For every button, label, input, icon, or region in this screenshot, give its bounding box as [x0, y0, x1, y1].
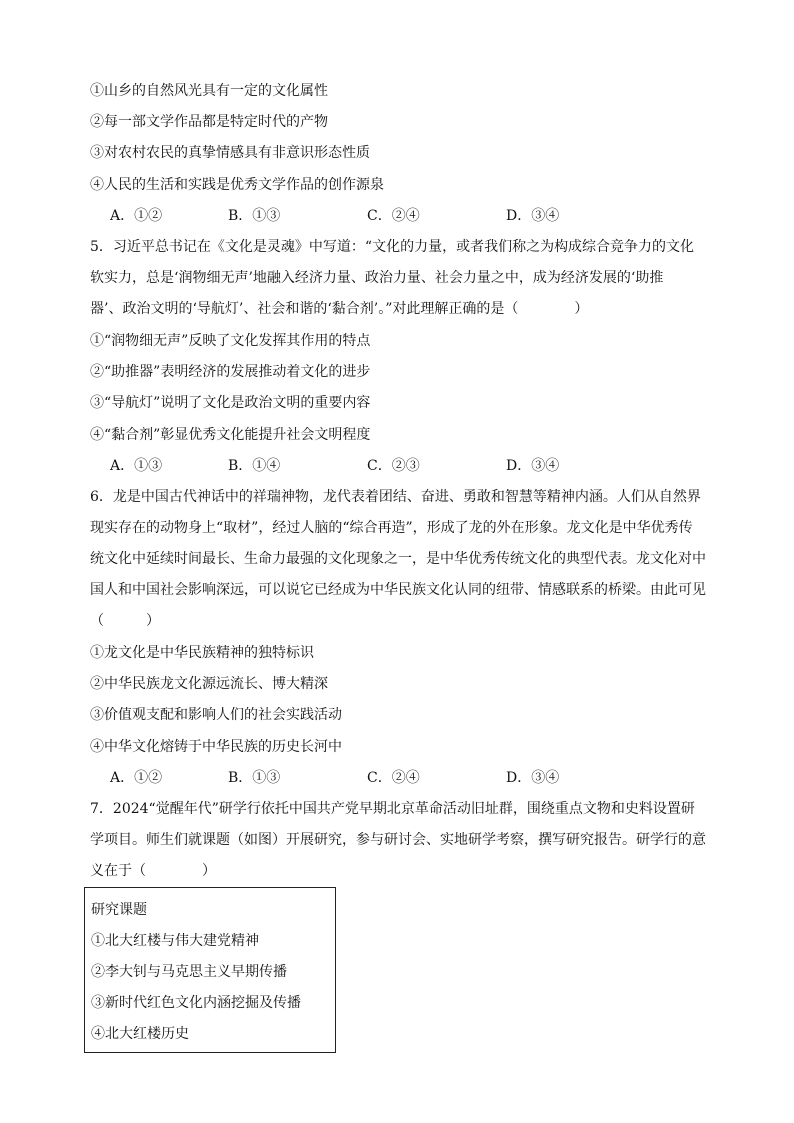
- q4-option-c[interactable]: C．②④: [367, 208, 420, 224]
- q5-stem-line-1: 5．习近平总书记在《文化是灵魂》中写道：“文化的力量，或者我们称之为构成综合竞争力的文化: [90, 239, 695, 255]
- q4-option-a[interactable]: A．①②: [110, 208, 163, 224]
- q6-stem-line-4: 国人和中国社会影响深远，可以说它已经成为中华民族文化认同的纽带、情感联系的桥梁。由此可见: [90, 582, 706, 598]
- research-topic-2: ②李大钊与马克思主义早期传播: [91, 964, 287, 980]
- q6-item-1: ①龙文化是中华民族精神的独特标识: [90, 645, 314, 661]
- q4-options: [110, 206, 710, 226]
- q7-stem-line-3: 义在于（ ）: [90, 863, 216, 879]
- q6-item-3: ③价值观支配和影响人们的社会实践活动: [90, 707, 342, 723]
- q4-item-2: ②每一部文学作品都是特定时代的产物: [90, 114, 328, 130]
- research-topic-1: ①北大红楼与伟大建党精神: [91, 933, 259, 949]
- q7-stem-line-1: 7．2024“觉醒年代”研学行依托中国共产党早期北京革命活动旧址群，围绕重点文物和史料设置研: [90, 801, 695, 817]
- q4-item-1: ①山乡的自然风光具有一定的文化属性: [90, 83, 328, 99]
- q6-option-b[interactable]: B．①③: [228, 770, 281, 786]
- q7-stem-line-2: 学项目。师生们就课题（如图）开展研究，参与研讨会、实地研学考察，撰写研究报告。研学行的意: [90, 832, 706, 848]
- q5-options: [110, 456, 710, 476]
- q5-item-4: ④“黏合剂”彰显优秀文化能提升社会文明程度: [90, 427, 371, 443]
- q5-option-c[interactable]: C．②③: [367, 458, 420, 474]
- q6-stem-line-2: 现实存在的动物身上“取材”，经过人脑的“综合再造”，形成了龙的外在形象。龙文化是中华优秀传: [90, 520, 693, 536]
- q5-option-d[interactable]: D．③④: [506, 458, 560, 474]
- q6-item-2: ②中华民族龙文化源远流长、博大精深: [90, 676, 328, 692]
- q6-option-c[interactable]: C．②④: [367, 770, 420, 786]
- q5-stem-line-3: 器’、政治文明的‘导航灯’、社会和谐的‘黏合剂’。”对此理解正确的是（ ）: [90, 301, 589, 317]
- q6-option-a[interactable]: A．①②: [110, 770, 163, 786]
- q6-options: [110, 768, 710, 788]
- research-topic-4: ④北大红楼历史: [91, 1026, 189, 1042]
- q4-option-b[interactable]: B．①③: [228, 208, 281, 224]
- q5-item-3: ③“导航灯”说明了文化是政治文明的重要内容: [90, 395, 371, 411]
- research-topic-3: ③新时代红色文化内涵挖掘及传播: [91, 995, 301, 1011]
- q4-item-3: ③对农村农民的真挚情感具有非意识形态性质: [90, 145, 370, 161]
- q4-item-4: ④人民的生活和实践是优秀文学作品的创作源泉: [90, 177, 384, 193]
- q5-item-1: ①“润物细无声”反映了文化发挥其作用的特点: [90, 333, 371, 349]
- q5-option-a[interactable]: A．①③: [110, 458, 163, 474]
- q5-stem-line-2: 软实力，总是‘润物细无声’地融入经济力量、政治力量、社会力量之中，成为经济发展的‘助推: [90, 270, 664, 286]
- q6-stem-line-5: （ ）: [90, 613, 160, 629]
- q6-stem-line-3: 统文化中延续时间最长、生命力最强的文化现象之一，是中华优秀传统文化的典型代表。龙文化对中: [90, 551, 706, 567]
- q6-option-d[interactable]: D．③④: [506, 770, 560, 786]
- q5-item-2: ②“助推器”表明经济的发展推动着文化的进步: [90, 364, 371, 380]
- research-topics-title: 研究课题: [91, 902, 147, 918]
- q4-option-d[interactable]: D．③④: [506, 208, 560, 224]
- q6-item-4: ④中华文化熔铸于中华民族的历史长河中: [90, 739, 342, 755]
- q5-option-b[interactable]: B．①④: [228, 458, 281, 474]
- q6-stem-line-1: 6．龙是中国古代神话中的祥瑞神物，龙代表着团结、奋进、勇敢和智慧等精神内涵。人们从自然界: [90, 489, 701, 505]
- research-topics-box: [84, 887, 336, 1053]
